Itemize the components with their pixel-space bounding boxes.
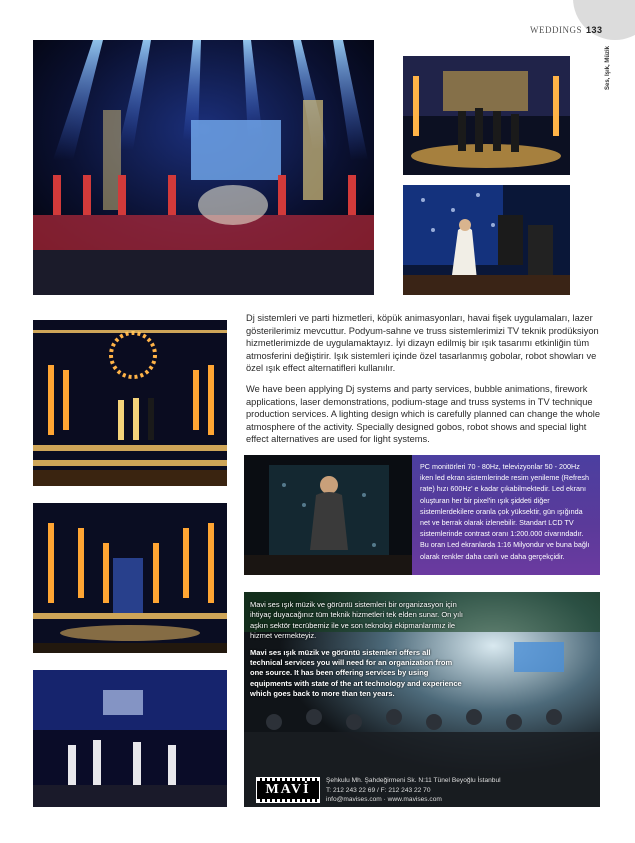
stage-photo-blue [33, 503, 227, 653]
stage-photo-gold [33, 320, 227, 486]
logo-film-strip-top [257, 778, 319, 781]
logo-film-strip-bottom [257, 799, 319, 802]
led-screen-photo [244, 455, 412, 575]
email-web: info@mavises.com · www.mavises.com [326, 796, 442, 804]
magazine-name: WEDDINGS [530, 25, 582, 35]
promo-text [250, 600, 465, 706]
mavi-logo [256, 777, 320, 803]
running-header [530, 25, 630, 39]
paragraph-english: We have been applying Dj systems and party services, bubble animations, firework applications, laser demonstrations, podium-stage and truss systems in TV technique production services. A lighting design which is carefully planned can change the whole atmosphere of the activity. Specially designed gobos, robot shows and special light effect alternatives are used for light systems. [246, 383, 601, 445]
callout-text: PC monitörleri 70 - 80Hz, televizyonlar 50 - 200Hz iken led ekran sistemlerinde resim yenileme (Refresh rate) hızı 600Hz' e kadar çıkabilmektedir. Led ekranı oluşturan her bir pixel'in ışık şiddeti diğer sistemlerdekilere oranla çok yüksektir, gün ışığında net ve berrak olarak izlenebilir. Standart LCD TV sistemlerinde contrast oranı 1:200.000 civarındadır. Bu oran Led ekranlarda 1:16 Milyondur ve buna bağlı olarak renkler daha canlı ve daha gerçekçidir. [420, 462, 590, 561]
section-label: Ses, Işık, Müzik [605, 45, 611, 90]
phone-fax: T: 212 243 22 69 / F: 212 243 22 70 [326, 786, 431, 794]
promo-text-turkish: Mavi ses ışık müzik ve görüntü sistemleri bir organizasyon için ihtiyaç duyacağınız tüm teknik hizmetleri tek elden sunar. On yılı aşkın sektör tecrübemiz ile ve son teknoloji ekipmanlarımız ile hizmet vermekteyiz. [250, 600, 464, 641]
stage-photo-main [33, 40, 374, 295]
contact-info [326, 776, 526, 805]
article-body [246, 312, 601, 454]
tv-show-photo [403, 185, 570, 295]
page-number: 133 [586, 25, 603, 35]
stage-photo-right-top [403, 56, 570, 175]
paragraph-turkish: Dj sistemleri ve parti hizmetleri, köpük animasyonları, havai fişek uygulamaları, lazer gösterilerimiz mevcuttur. Podyum-sahne ve truss sistemlerimizi TV teknik prodüksiyon hizmetlerimizde de uygulamaktayız. İyi dizayn edilmiş bir ışık tasarımı etkinliğin tüm atmosferini değiştirir. Işık sistemleri içinde özel tasarlanmış gobolar, robot showları ve özel ışık effect alternatifleri kullanılır. [246, 313, 599, 374]
logo-text: MAVİ [265, 782, 311, 797]
performers-photo [33, 670, 227, 807]
led-info-callout [412, 455, 600, 575]
address: Şehkulu Mh. Şahdeğirmeni Sk. N:11 Tünel Beyoğlu İstanbul [326, 777, 501, 784]
promo-text-english: Mavi ses ışık müzik ve görüntü sistemleri offers all technical services you will need for an organization from one source. It has been offering services by using equipments with state of the art technology and experience which goes back to more than ten years. [250, 647, 462, 699]
